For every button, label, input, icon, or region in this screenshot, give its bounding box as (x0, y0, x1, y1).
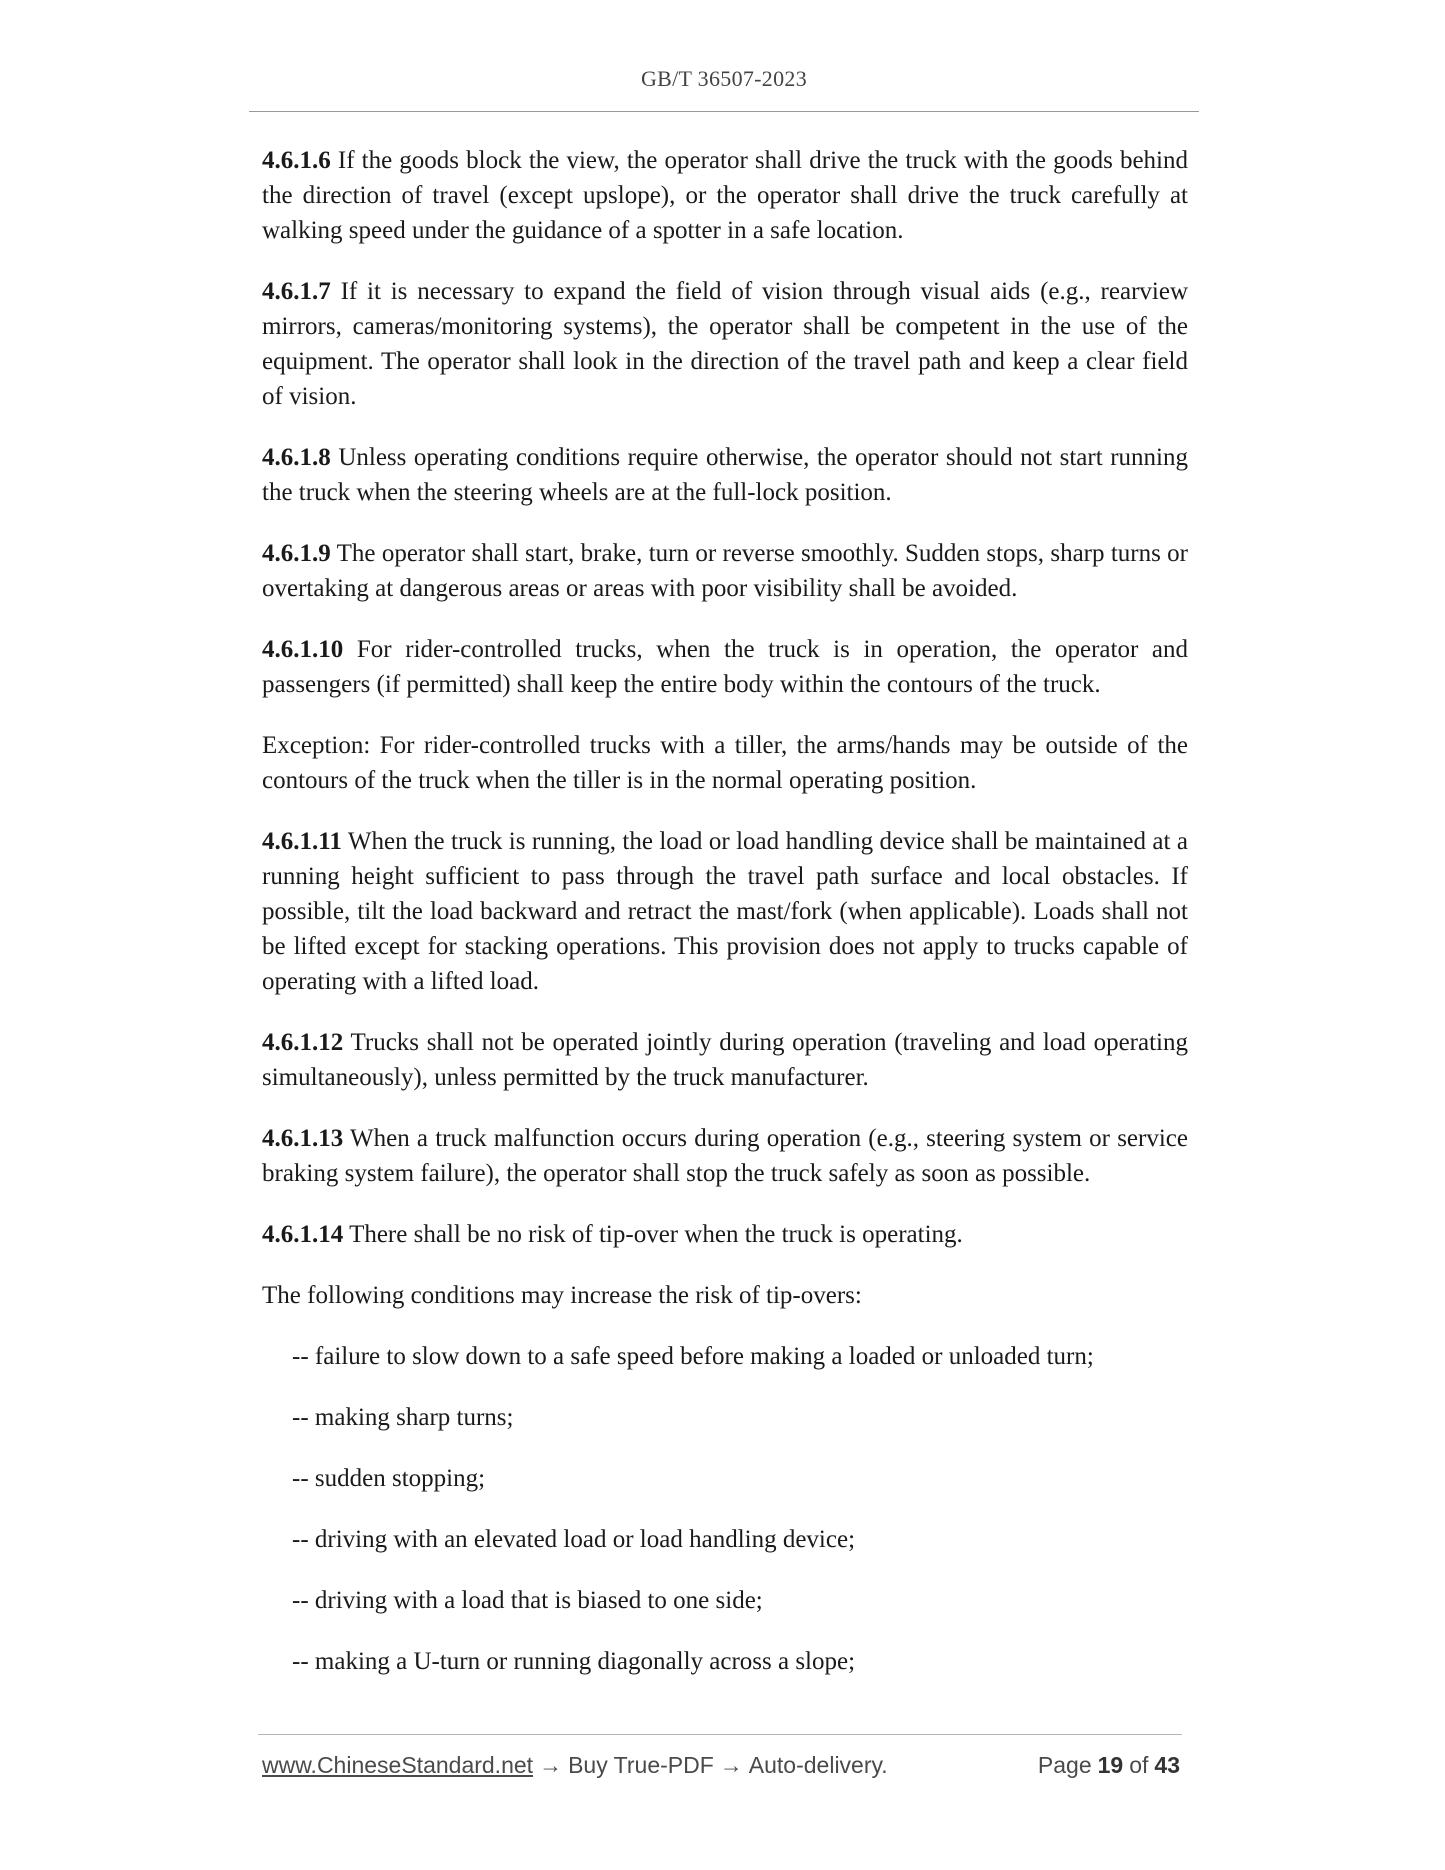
document-code-header: GB/T 36507-2023 (640, 66, 808, 91)
current-page: 19 (1097, 1752, 1124, 1778)
clause-text: Exception: For rider-controlled trucks with a tiller, the arms/hands may be outside of the contours of the truck when the tiller is in the normal operating position. (262, 732, 1188, 794)
website-link[interactable]: www.ChineseStandard.net (262, 1752, 534, 1778)
list-item: -- sudden stopping; (292, 1465, 486, 1492)
clause-text: The operator shall start, brake, turn or reverse smoothly. Sudden stops, sharp turns or overtaking at dangerous areas or areas with poor visibility shall be avoided. (262, 540, 1188, 602)
clause-number: 4.6.1.13 (262, 1125, 344, 1152)
delivery-text: Auto-delivery. (748, 1752, 888, 1778)
clause-text: Unless operating conditions require otherwise, the operator should not start running the truck when the steering wheels are at the full-lock position. (262, 444, 1189, 506)
clause-text: Trucks shall not be operated jointly during operation (traveling and load operating simultaneously), unless permitted by the truck manufacturer. (262, 1029, 1188, 1091)
arrow-right-icon: → (539, 1752, 563, 1778)
clause-number: 4.6.1.9 (262, 540, 331, 567)
clause-4-6-1-9 (262, 536, 1188, 606)
clause-exception (262, 728, 1188, 798)
clause-text: When a truck malfunction occurs during operation (e.g., steering system or service braking system failure), the operator shall stop the truck safely as soon as possible. (262, 1125, 1188, 1187)
header-divider (249, 111, 1199, 112)
clause-number: 4.6.1.8 (262, 444, 331, 471)
buy-text: Buy True-PDF (568, 1752, 714, 1778)
clause-4-6-1-8 (262, 440, 1188, 510)
list-item: -- making a U-turn or running diagonally across a slope; (292, 1648, 856, 1675)
clause-4-6-1-10 (262, 632, 1188, 702)
clause-number: 4.6.1.12 (262, 1029, 344, 1056)
clause-number: 4.6.1.14 (262, 1221, 344, 1248)
list-item: -- driving with an elevated load or load handling device; (292, 1526, 856, 1553)
clause-text: There shall be no risk of tip-over when the truck is operating. (349, 1221, 963, 1248)
clause-4-6-1-12 (262, 1025, 1188, 1095)
clause-4-6-1-7 (262, 274, 1188, 414)
clause-text: If it is necessary to expand the field of vision through visual aids (e.g., rearview mirrors, cameras/monitoring systems), the operator shall be competent in the use of the equipment. The operator shall look in the direction of the travel path and keep a clear field of vision. (262, 278, 1188, 410)
clause-text: When the truck is running, the load or load handling device shall be maintained at a running height sufficient to pass through the travel path surface and local obstacles. If possible, tilt the load backward and retract the mast/fork (when applicable). Loads shall not be lifted except for stacking operations. This provision does not apply to trucks capable of operating with a lifted load. (262, 828, 1188, 995)
clause-4-6-1-11 (262, 824, 1188, 999)
clause-4-6-1-6 (262, 143, 1188, 248)
total-pages: 43 (1154, 1752, 1180, 1778)
clause-number: 4.6.1.6 (262, 147, 331, 174)
list-item: -- failure to slow down to a safe speed before making a loaded or unloaded turn; (292, 1343, 1094, 1370)
arrow-right-icon: → (719, 1752, 743, 1778)
clause-text: For rider-controlled trucks, when the truck is in operation, the operator and passengers (if permitted) shall keep the entire body within the contours of the truck. (262, 636, 1189, 698)
clause-4-6-1-13 (262, 1121, 1188, 1191)
page-indicator (1038, 1752, 1180, 1779)
clause-text: If the goods block the view, the operator shall drive the truck with the goods behind the direction of travel (except upslope), or the operator shall drive the truck carefully at walking speed under the guidance of a spotter in a safe location. (262, 147, 1189, 244)
list-item: -- making sharp turns; (292, 1404, 514, 1431)
of-label: of (1129, 1752, 1149, 1778)
list-item: -- driving with a load that is biased to one side; (292, 1587, 763, 1614)
clause-number: 4.6.1.11 (262, 828, 342, 855)
page-footer (262, 1752, 1180, 1779)
clause-4-6-1-14 (262, 1217, 1188, 1252)
page-label: Page (1037, 1752, 1092, 1778)
footer-promo (262, 1752, 888, 1779)
list-intro: The following conditions may increase the risk of tip-overs: (262, 1282, 862, 1309)
footer-divider (258, 1734, 1182, 1735)
clause-number: 4.6.1.10 (262, 636, 344, 663)
document-body (262, 143, 1188, 1679)
clause-number: 4.6.1.7 (262, 278, 331, 305)
